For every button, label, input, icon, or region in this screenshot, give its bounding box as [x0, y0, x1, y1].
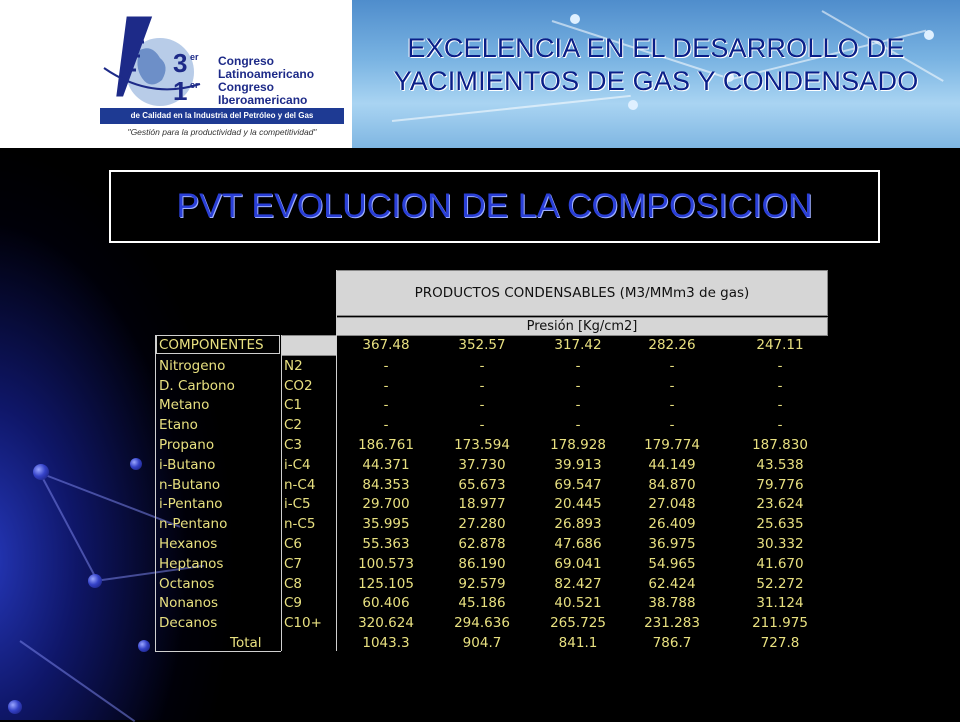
component-formula: n-C4	[284, 476, 316, 493]
table-cell: 265.725	[550, 615, 606, 632]
table-cell: 36.975	[648, 536, 696, 552]
table-cell: 35.995	[362, 516, 410, 533]
slide-title-box	[109, 170, 880, 243]
table-cell: -	[383, 417, 389, 434]
table-cell: 231.283	[644, 615, 700, 632]
total-value: 841.1	[558, 635, 598, 651]
slide-title: PVT EVOLUCION DE LA COMPOSICION	[176, 187, 813, 225]
component-name: Heptanos	[159, 555, 224, 572]
component-formula: i-C5	[284, 496, 311, 513]
grid-line	[336, 270, 337, 335]
table-cell: 125.105	[358, 575, 414, 592]
component-formula: C8	[284, 575, 303, 592]
table-cell: -	[777, 417, 783, 434]
svg-text:er: er	[190, 80, 199, 90]
table-cell: 92.579	[458, 575, 506, 592]
table-cell: 30.332	[756, 536, 804, 552]
header-banner	[352, 0, 960, 148]
component-formula: C6	[284, 536, 303, 552]
table-cell: -	[383, 377, 389, 394]
table-cell: 41.670	[756, 555, 804, 572]
table-cell: 82.427	[554, 575, 602, 592]
component-name: Decanos	[159, 615, 218, 632]
decor-dot	[33, 464, 49, 480]
table-cell: 173.594	[454, 437, 510, 453]
table-cell: -	[575, 397, 581, 414]
component-formula: C3	[284, 437, 303, 453]
component-name: n-Pentano	[159, 516, 228, 533]
table-cell: 18.977	[458, 496, 506, 513]
component-name: Octanos	[159, 575, 215, 592]
total-label: Total	[230, 635, 262, 651]
table-cell: 211.975	[752, 615, 808, 632]
table-cell: 38.788	[648, 595, 696, 612]
component-name: D. Carbono	[159, 377, 235, 394]
table-cell: -	[777, 377, 783, 394]
table-cell: -	[669, 417, 675, 434]
table-cell: 26.893	[554, 516, 602, 533]
grid-line	[281, 335, 282, 651]
table-cell: 65.673	[458, 476, 506, 493]
table-cell: -	[777, 397, 783, 414]
components-header: COMPONENTES	[156, 335, 280, 354]
component-formula: C10+	[284, 615, 322, 632]
component-name: Metano	[159, 397, 210, 414]
grid-line	[155, 335, 156, 651]
logo-bar: de Calidad en la Industria del Petróleo y del Gas	[100, 108, 344, 124]
table-cell: -	[479, 357, 485, 374]
table-cell: 39.913	[554, 456, 602, 473]
table-cell: -	[479, 417, 485, 434]
grid-line	[336, 335, 337, 651]
table-cell: 178.928	[550, 437, 606, 453]
component-name: Hexanos	[159, 536, 218, 552]
total-value: 1043.3	[362, 635, 410, 651]
components-header-fill	[281, 335, 337, 356]
component-formula: C7	[284, 555, 303, 572]
table-cell: 187.830	[752, 437, 808, 453]
total-value: 727.8	[760, 635, 800, 651]
pressure-value: 282.26	[648, 337, 696, 353]
pressure-value: 247.11	[756, 337, 804, 353]
component-formula: i-C4	[284, 456, 311, 473]
table-cell: 186.761	[358, 437, 414, 453]
table-cell: -	[669, 377, 675, 394]
logo-slogan: "Gestión para la productividad y la competitividad"	[127, 127, 317, 137]
table-cell: 23.624	[756, 496, 804, 513]
table-cell: 54.965	[648, 555, 696, 572]
component-name: Etano	[159, 417, 198, 434]
decor-dot	[130, 458, 142, 470]
group-header: PRODUCTOS CONDENSABLES (M3/MMm3 de gas)	[336, 270, 828, 316]
component-name: n-Butano	[159, 476, 221, 493]
table-cell: -	[575, 357, 581, 374]
component-formula: CO2	[284, 377, 313, 394]
svg-text:3: 3	[173, 48, 188, 78]
total-value: 904.7	[462, 635, 502, 651]
table-cell: 69.041	[554, 555, 602, 572]
slide-header	[0, 0, 960, 148]
table-cell: -	[777, 357, 783, 374]
pressure-value: 317.42	[554, 337, 602, 353]
table-cell: 294.636	[454, 615, 510, 632]
component-name: Nitrogeno	[159, 357, 226, 374]
pressure-value: 352.57	[458, 337, 506, 353]
table-cell: 179.774	[644, 437, 700, 453]
grid-line	[155, 651, 281, 652]
component-name: i-Pentano	[159, 496, 223, 513]
table-cell: -	[383, 357, 389, 374]
table-cell: 31.124	[756, 595, 804, 612]
table-cell: 320.624	[358, 615, 414, 632]
table-cell: -	[479, 377, 485, 394]
table-cell: 37.730	[458, 456, 506, 473]
table-cell: 43.538	[756, 456, 804, 473]
pressure-header: Presión [Kg/cm2]	[336, 317, 828, 336]
table-cell: 86.190	[458, 555, 506, 572]
congress-logo	[0, 0, 352, 148]
table-cell: -	[575, 377, 581, 394]
total-value: 786.7	[652, 635, 692, 651]
svg-text:1: 1	[173, 76, 188, 106]
svg-text:er: er	[190, 52, 199, 62]
table-cell: -	[669, 357, 675, 374]
table-cell: 25.635	[756, 516, 804, 533]
table-cell: 100.573	[358, 555, 414, 572]
component-formula: C2	[284, 417, 303, 434]
banner-title: EXCELENCIA EN EL DESARROLLO DE YACIMIENTOS DE GAS Y CONDENSADO	[393, 33, 919, 96]
table-cell: 47.686	[554, 536, 602, 552]
pressure-value: 367.48	[362, 337, 410, 353]
logo-text-latino: Congreso Latinoamericano	[218, 54, 315, 81]
component-formula: C1	[284, 397, 303, 414]
table-cell: 26.409	[648, 516, 696, 533]
table-cell: 40.521	[554, 595, 602, 612]
decor-dot	[138, 640, 150, 652]
component-name: Nonanos	[159, 595, 219, 612]
component-formula: N2	[284, 357, 303, 374]
component-formula: n-C5	[284, 516, 316, 533]
table-cell: 44.149	[648, 456, 696, 473]
component-name: i-Butano	[159, 456, 216, 473]
logo-text-ibero: Congreso Iberoamericano	[218, 80, 308, 107]
table-cell: 69.547	[554, 476, 602, 493]
table-cell: 44.371	[362, 456, 410, 473]
table-cell: 45.186	[458, 595, 506, 612]
decor-dot	[8, 700, 22, 714]
table-cell: 29.700	[362, 496, 410, 513]
table-cell: 60.406	[362, 595, 410, 612]
table-cell: 84.870	[648, 476, 696, 493]
table-cell: 52.272	[756, 575, 804, 592]
table-cell: -	[575, 417, 581, 434]
table-cell: 84.353	[362, 476, 410, 493]
table-cell: 55.363	[362, 536, 410, 552]
table-cell: 27.048	[648, 496, 696, 513]
decor-dot	[88, 574, 102, 588]
table-cell: 20.445	[554, 496, 602, 513]
table-cell: 27.280	[458, 516, 506, 533]
table-cell: 62.424	[648, 575, 696, 592]
table-cell: -	[669, 397, 675, 414]
component-formula: C9	[284, 595, 303, 612]
table-cell: 62.878	[458, 536, 506, 552]
table-cell: -	[479, 397, 485, 414]
table-cell: 79.776	[756, 476, 804, 493]
table-cell: -	[383, 397, 389, 414]
component-name: Propano	[159, 437, 215, 453]
